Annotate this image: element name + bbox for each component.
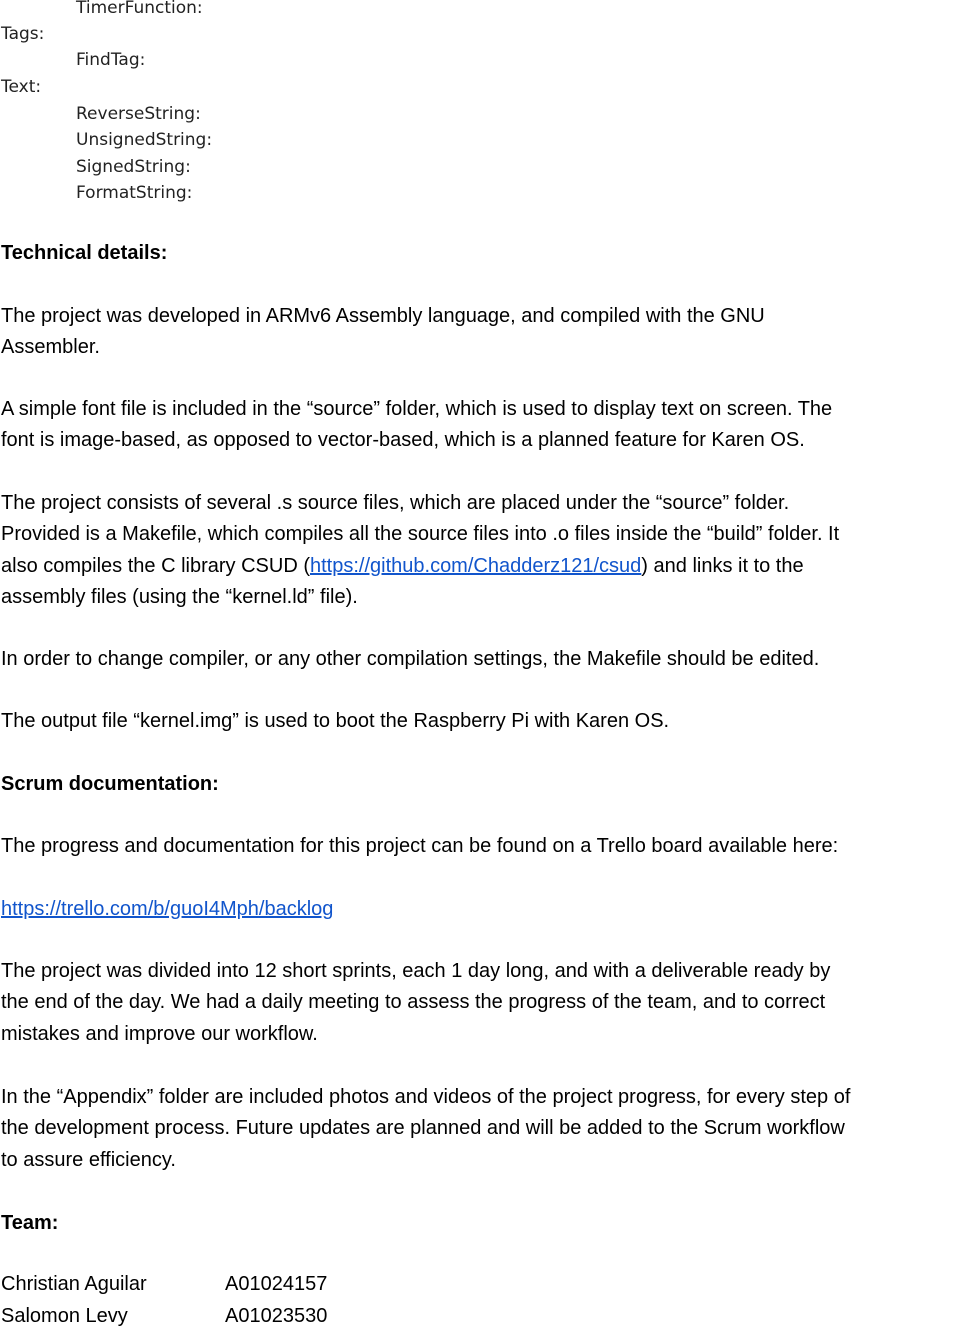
technical-paragraph-4 xyxy=(1,644,973,675)
trello-board-link[interactable]: https://trello.com/b/guoI4Mph/backlog xyxy=(1,898,334,920)
team-member-row xyxy=(1,1272,327,1296)
text-line: assembly files (using the “kernel.ld” file). xyxy=(1,585,358,608)
team-heading: Team: xyxy=(1,1212,59,1234)
text-line: The project was developed in ARMv6 Assembly language, and compiled with the GNU xyxy=(1,305,765,327)
function-find-tag: FindTag: xyxy=(76,50,146,70)
text-line: The output file “kernel.img” is used to boot the Raspberry Pi with Karen OS. xyxy=(1,710,670,732)
function-reverse-string: ReverseString: xyxy=(76,104,201,124)
scrum-paragraph-3 xyxy=(1,1082,973,1176)
text-segment: also compiles the C library CSUD ( xyxy=(1,554,310,577)
scrum-documentation-heading: Scrum documentation: xyxy=(1,773,219,795)
team-member-id: A01024157 xyxy=(225,1273,328,1295)
text-line: The project consists of several .s source files, which are placed under the “source” folder. xyxy=(1,492,790,514)
text-line: Assembler. xyxy=(1,336,100,359)
text-line: font is image-based, as opposed to vector-based, which is a planned feature for Karen OS. xyxy=(1,429,805,452)
technical-paragraph-2 xyxy=(1,394,973,457)
text-line: A simple font file is included in the “source” folder, which is used to display text on screen. The xyxy=(1,398,833,420)
scrum-paragraph-1 xyxy=(1,831,973,862)
function-signed-string: SignedString: xyxy=(76,157,191,177)
text-line: In the “Appendix” folder are included photos and videos of the project progress, for every step of xyxy=(1,1086,851,1108)
team-member-name: Salomon Levy xyxy=(1,1305,128,1327)
text-line: mistakes and improve our workflow. xyxy=(1,1022,318,1045)
team-member-id: A01023530 xyxy=(225,1305,328,1327)
technical-paragraph-5 xyxy=(1,706,973,737)
text-line: The project was divided into 12 short sprints, each 1 day long, and with a deliverable ready by xyxy=(1,960,831,982)
text-line xyxy=(1,894,973,925)
text-line: The progress and documentation for this project can be found on a Trello board available here: xyxy=(1,835,839,857)
technical-details-heading: Technical details: xyxy=(1,242,168,264)
text-segment: ) and links it to the xyxy=(641,554,804,577)
team-member-row xyxy=(1,1304,327,1328)
text-line: In order to change compiler, or any other compilation settings, the Makefile should be edited. xyxy=(1,648,820,670)
function-format-string: FormatString: xyxy=(76,183,193,203)
text-line: Provided is a Makefile, which compiles all the source files into .o files inside the “build” folder. It xyxy=(1,523,840,546)
technical-paragraph-1 xyxy=(1,301,973,364)
section-label-text: Text: xyxy=(1,77,42,97)
section-label-tags: Tags: xyxy=(1,24,45,44)
csud-github-link[interactable]: https://github.com/Chadderz121/csud xyxy=(309,554,642,577)
function-timer: TimerFunction: xyxy=(76,0,203,18)
team-member-name: Christian Aguilar xyxy=(1,1273,147,1295)
text-line xyxy=(1,551,973,582)
scrum-paragraph-2 xyxy=(1,956,973,1050)
text-line: the end of the day. We had a daily meeting to assess the progress of the team, and to correct xyxy=(1,991,826,1014)
trello-link-paragraph xyxy=(1,894,973,925)
function-unsigned-string: UnsignedString: xyxy=(76,130,213,150)
text-line: the development process. Future updates are planned and will be added to the Scrum workflow xyxy=(1,1117,845,1140)
technical-paragraph-3 xyxy=(1,488,973,613)
text-line: to assure efficiency. xyxy=(1,1148,176,1171)
